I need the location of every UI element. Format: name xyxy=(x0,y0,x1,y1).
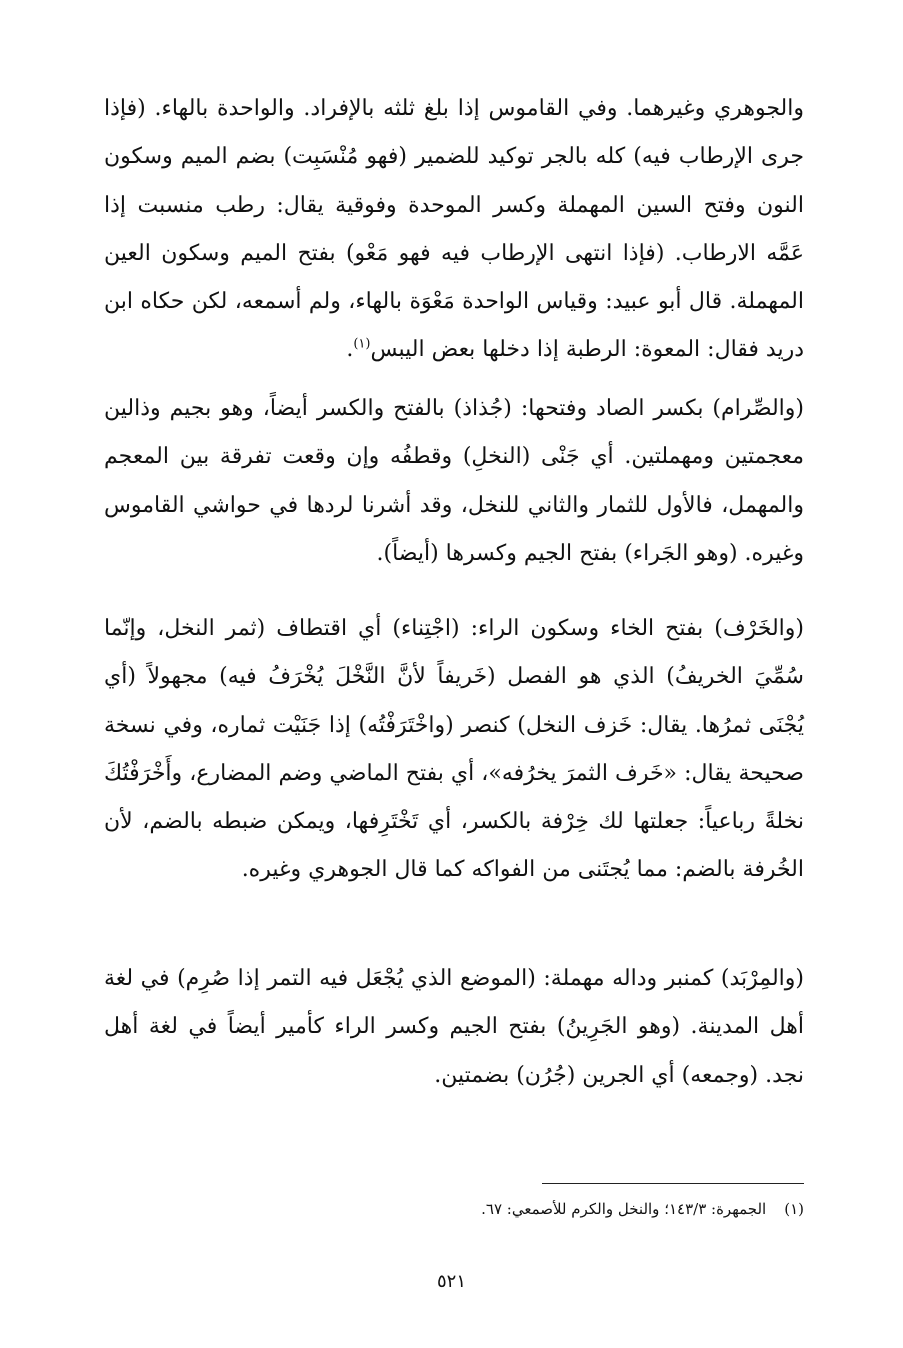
footnote-separator xyxy=(542,1183,804,1184)
paragraph-4: (والمِرْبَد) كمنبر وداله مهملة: (الموضع الذي يُجْعَل فيه التمر إذا صُرِم) في لغة أهل المدينة. (وهو الجَرِينُ) بفتح الجيم وكسر الراء كأمير أيضاً في لغة أهل نجد. (وجمعه) أي الجرين (جُرُن) بضمتين. xyxy=(104,966,804,1088)
footnote-text: الجمهرة: ١٤٣/٣؛ والنخل والكرم للأصمعي: ٦٧. xyxy=(481,1200,767,1218)
paragraph-3: (والخَرْف) بفتح الخاء وسكون الراء: (اجْتِناء) أي اقتطاف (ثمر النخل، وإنّما سُمِّيَ الخريفُ) الذي هو الفصل (خَريفاً لأنَّ النَّخْلَ يُخْرَفُ فيه) مجهولاً (أي يُجْنَى ثمرُها. يقال: خَزف النخل) كنصر (واخْتَرَفْتُه) إذا جَنَيْت ثماره، وفي نسخة صحيحة يقال: «خَرف الثمرَ يخرُفه»، أي بفتح الماضي وضم المضارع، وأَخْرَفْتُكَ نخلةً رباعياً: جعلتها لك خِرْفة بالكسر، أي تَخْتَرِفها، ويمكن ضبطه بالضم، لأن الخُرفة بالضم: مما يُجتَنى من الفواكه كما قال الجوهري وغيره. xyxy=(104,616,804,883)
page-number: ٥٢١ xyxy=(436,1271,466,1292)
paragraph-2: (والصِّرام) بكسر الصاد وفتحها: (جُذاذ) بالفتح والكسر أيضاً، وهو بجيم وذالين معجمتين ومهملتين. أي جَنْى (النخلِ) وقطفُه وإن وقعت تفرقة بين المعجم والمهمل، فالأول للثمار والثاني للنخل، وقد أشرنا لردها في حواشي القاموس وغيره. (وهو الجَراء) بفتح الجيم وكسرها (أيضاً). xyxy=(104,396,804,566)
footnote xyxy=(104,1197,804,1221)
paragraph-1-text: والجوهري وغيرهما. وفي القاموس إذا بلغ ثلثه بالإفراد. والواحدة بالهاء. (فإذا جرى الإرطاب فيه) كله بالجر توكيد للضمير (فهو مُنْسَبِت) بضم الميم وسكون النون وفتح السين المهملة وكسر الموحدة وفوقية يقال: رطب منسبت إذا عَمَّه الارطاب. (فإذا انتهى الإرطاب فيه فهو مَعْو) بفتح الميم وسكون العين المهملة. قال أبو عبيد: وقياس الواحدة مَعْوَة بالهاء، ولم أسمعه، لكن حكاه ابن دريد فقال: المعوة: الرطبة إذا دخلها بعض اليبس xyxy=(104,96,804,363)
paragraph-1-end: . xyxy=(346,337,354,363)
footnote-reference[interactable]: (١) xyxy=(353,337,371,353)
footnote-marker: (١) xyxy=(784,1200,804,1218)
paragraph-1 xyxy=(104,85,804,375)
